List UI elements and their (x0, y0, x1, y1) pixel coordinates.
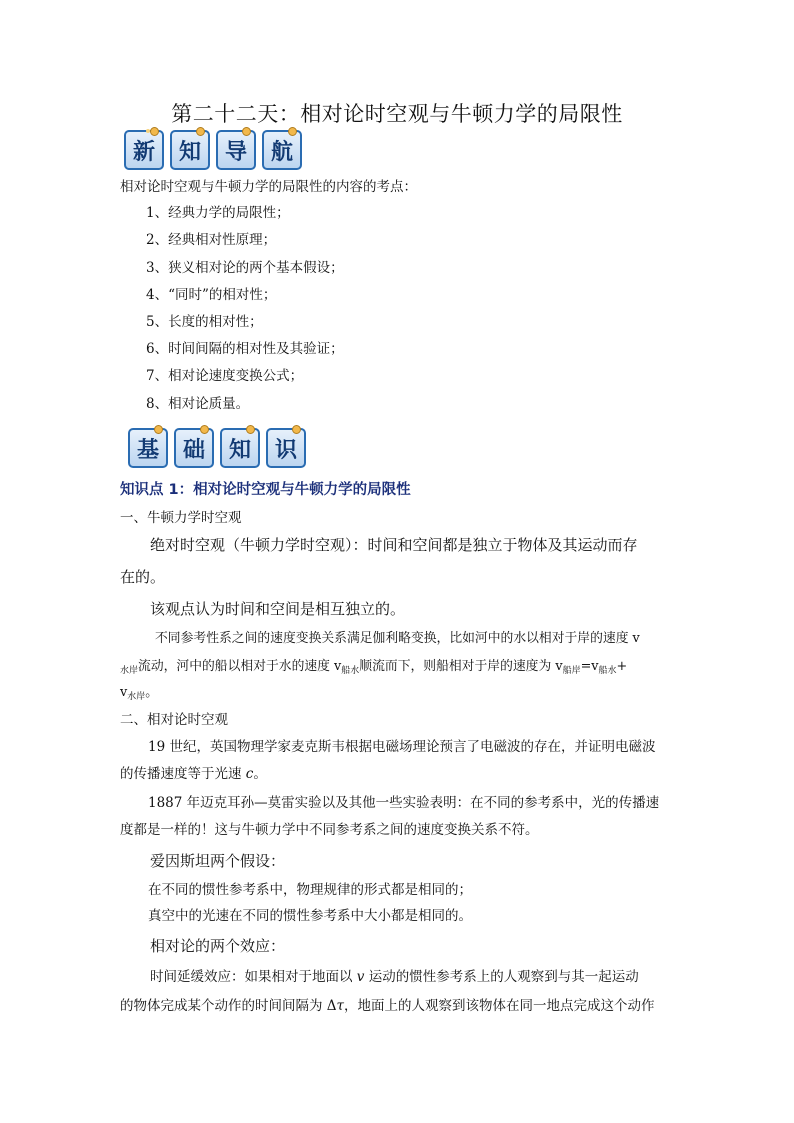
paragraph-line: 在的。 (120, 568, 166, 586)
badge-char: 知 (220, 428, 260, 468)
paragraph-line: 的物体完成某个动作的时间间隔为 Δτ，地面上的人观察到该物体在同一地点完成这个动作 (120, 998, 655, 1014)
paragraph-line: 在不同的惯性参考系中，物理规律的形式都是相同的； (148, 882, 472, 898)
list-item: 4、“同时”的相对性； (146, 287, 277, 303)
section-heading: 二、相对论时空观 (120, 712, 228, 728)
list-item: 8、相对论质量。 (146, 396, 250, 412)
paragraph-line: 该观点认为时间和空间是相互独立的。 (150, 600, 406, 618)
badge-group-basic-knowledge (128, 428, 306, 468)
sparkle-icon (200, 425, 209, 434)
paragraph-line: 爱因斯坦两个假设： (150, 852, 286, 870)
paragraph-line: 度都是一样的！这与牛顿力学中不同参考系之间的速度变换关系不符。 (120, 822, 539, 838)
paragraph-line: 相对论的两个效应： (150, 937, 286, 955)
paragraph-line: 的传播速度等于光速 c。 (120, 766, 267, 782)
list-item: 7、相对论速度变换公式； (146, 368, 304, 384)
sparkle-icon (146, 129, 150, 133)
intro-text: 相对论时空观与牛顿力学的局限性的内容的考点： (120, 179, 417, 195)
badge-group-new-knowledge (124, 130, 302, 170)
paragraph-line: 真空中的光速在不同的惯性参考系中大小都是相同的。 (148, 908, 472, 924)
paragraph-line: 绝对时空观（牛顿力学时空观）：时间和空间都是独立于物体及其运动而存 (150, 536, 638, 554)
sparkle-icon (154, 425, 163, 434)
badge-char: 识 (266, 428, 306, 468)
list-item: 2、经典相对性原理； (146, 232, 277, 248)
sparkle-icon (288, 127, 297, 136)
paragraph-line: 19 世纪，英国物理学家麦克斯韦根据电磁场理论预言了电磁波的存在，并证明电磁波 (148, 739, 656, 755)
paragraph-line: $v_{水岸}$。 (120, 685, 159, 702)
paragraph-line: 不同参考性系之间的速度变换关系满足伽利略变换，比如河中的水以相对于岸的速度 v (155, 631, 640, 646)
paragraph-line: 1887 年迈克耳孙—莫雷实验以及其他一些实验表明：在不同的参考系中，光的传播速 (148, 795, 660, 811)
badge-char: 础 (174, 428, 214, 468)
page-title: 第二十二天：相对论时空观与牛顿力学的局限性 (171, 102, 623, 126)
list-item: 1、经典力学的局限性； (146, 205, 290, 221)
list-item: 3、狭义相对论的两个基本假设； (146, 260, 344, 276)
paragraph-line: 时间延缓效应：如果相对于地面以 v 运动的惯性参考系上的人观察到与其一起运动 (150, 969, 639, 985)
list-item: 6、时间间隔的相对性及其验证； (146, 341, 344, 357)
badge-char: 知 (170, 130, 210, 170)
badge-char: 航 (262, 130, 302, 170)
sparkle-icon (150, 127, 159, 136)
sparkle-icon (292, 425, 301, 434)
section-heading: 一、牛顿力学时空观 (120, 510, 242, 526)
list-item: 5、长度的相对性； (146, 314, 263, 330)
badge-char: 新 (124, 130, 164, 170)
badge-char: 基 (128, 428, 168, 468)
knowledge-point-heading: 知识点 1：相对论时空观与牛顿力学的局限性 (120, 482, 411, 498)
sparkle-icon (246, 425, 255, 434)
paragraph-line: $_{水岸}$流动，河中的船以相对于水的速度 $v_{船水}$顺流而下，则船相对于岸的速度为 $v_{船岸}=v_{船水}+$ (120, 659, 628, 676)
sparkle-icon (196, 127, 205, 136)
badge-char: 导 (216, 130, 256, 170)
sparkle-icon (242, 127, 251, 136)
